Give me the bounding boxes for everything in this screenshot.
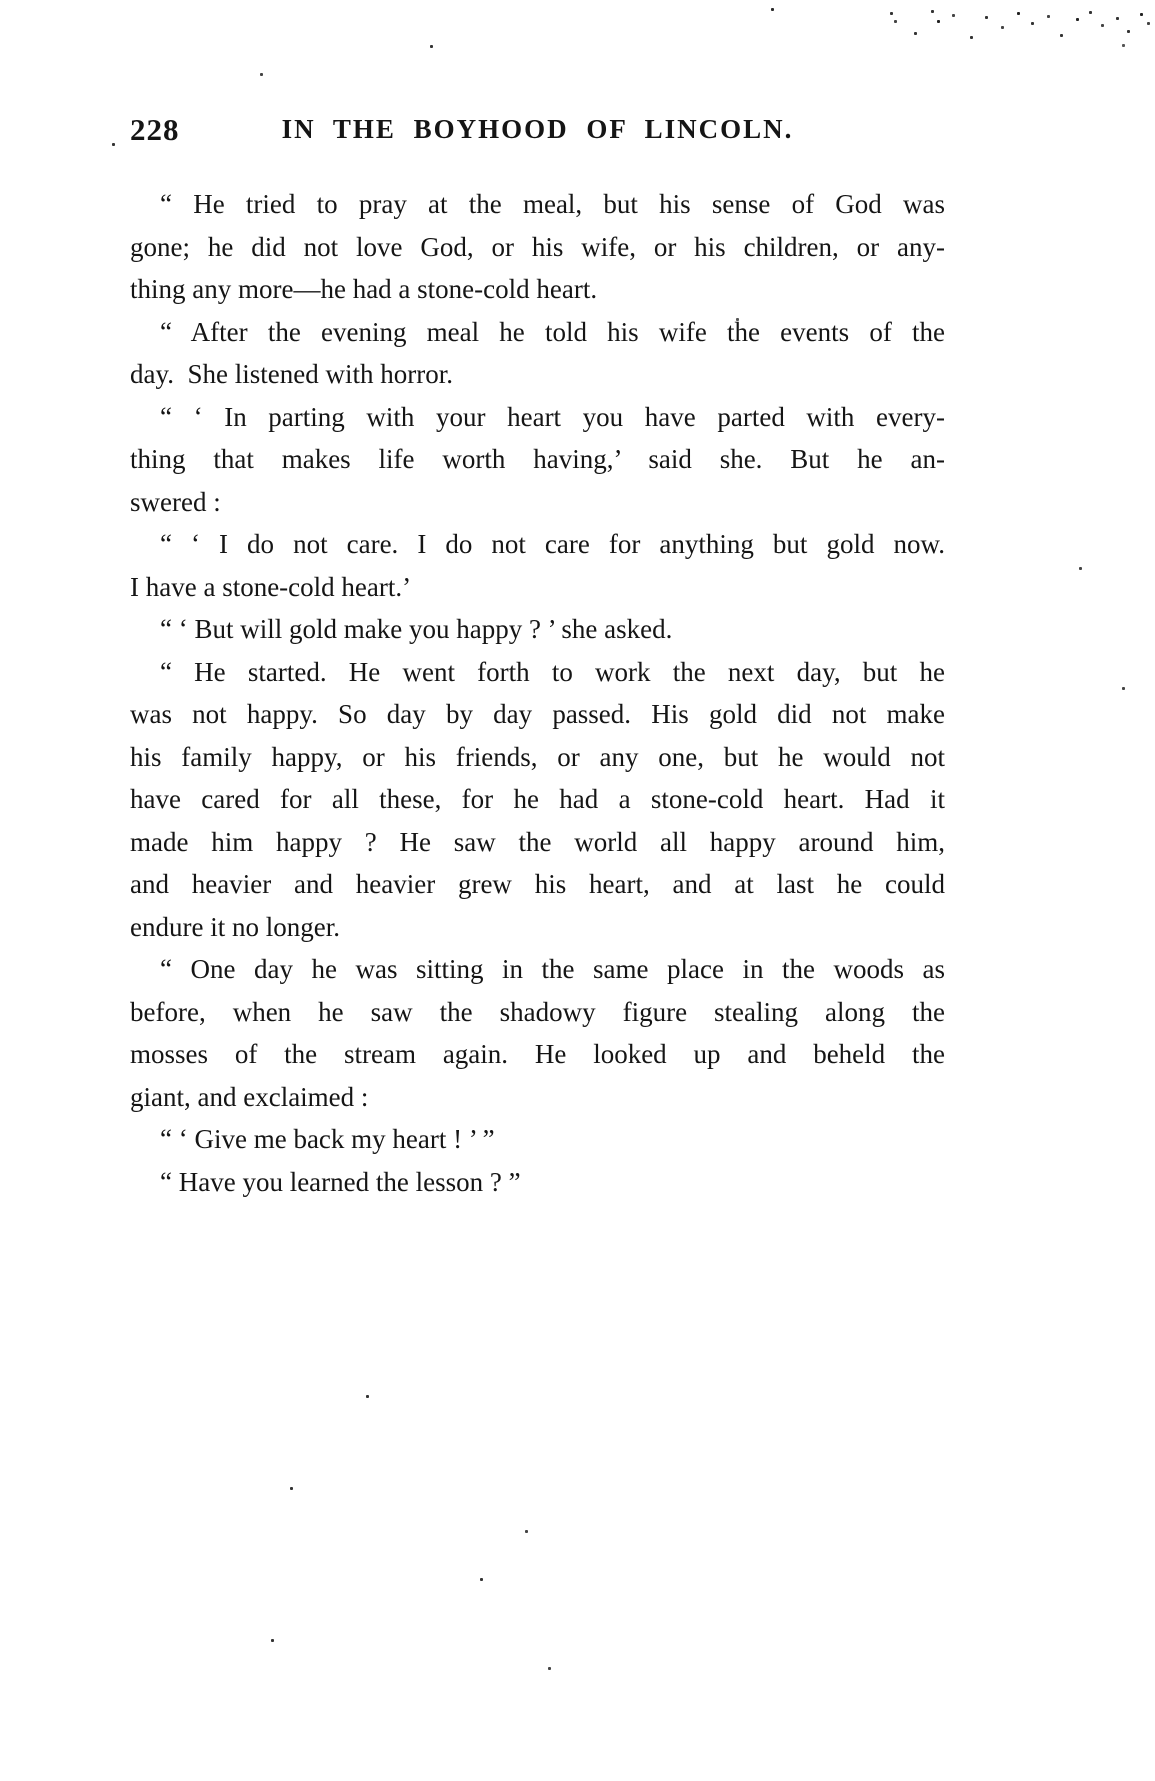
text-line: “ After the evening meal he told his wife the events of the <box>160 316 945 347</box>
text-line: “ ‘ But will gold make you happy ? ’ she asked. <box>160 614 673 644</box>
text-column <box>130 112 945 1203</box>
text-line: “ ‘ Give me back my heart ! ’ ” <box>160 1124 495 1154</box>
text-line: thing that makes life worth having,’ said she. But he an- <box>130 444 945 474</box>
page-header <box>130 112 945 152</box>
text-line: I have a stone-cold heart.’ <box>130 571 412 602</box>
text-line: swered : <box>130 486 221 517</box>
text-line: before, when he saw the shadowy figure stealing along the <box>130 996 945 1027</box>
text-line: was not happy. So day by day passed. His gold did not make <box>130 699 945 729</box>
paragraph <box>130 523 945 608</box>
text-line: “ He tried to pray at the meal, but his sense of God was <box>160 189 945 219</box>
paragraph <box>130 1161 945 1204</box>
paragraph <box>130 948 945 1118</box>
text-line: made him happy ? He saw the world all happy around him, <box>130 826 945 857</box>
text-line: endure it no longer. <box>130 911 340 942</box>
text-line: gone; he did not love God, or his wife, or his children, or any- <box>130 231 945 262</box>
text-line: “ One day he was sitting in the same place in the woods as <box>160 954 945 984</box>
text-line: “ ‘ In parting with your heart you have parted with every- <box>160 401 945 432</box>
text-line: thing any more—he had a stone-cold heart. <box>130 274 598 304</box>
text-line: “ He started. He went forth to work the next day, but he <box>160 656 945 687</box>
text-line: “ ‘ I do not care. I do not care for anything but gold now. <box>160 529 945 559</box>
text-line: mosses of the stream again. He looked up and beheld the <box>130 1039 945 1069</box>
text-line: giant, and exclaimed : <box>130 1081 369 1112</box>
paragraph <box>130 608 945 651</box>
running-title: IN THE BOYHOOD OF LINCOLN. <box>281 114 794 144</box>
paragraph <box>130 651 945 949</box>
text-line: have cared for all these, for he had a stone-cold heart. Had it <box>130 784 945 814</box>
text-line: “ Have you learned the lesson ? ” <box>160 1166 521 1197</box>
page-body <box>130 183 945 1203</box>
text-line: his family happy, or his friends, or any one, but he would not <box>130 741 945 772</box>
scan-noise-speckles <box>771 8 774 11</box>
page-number: 228 <box>130 112 180 147</box>
paragraph <box>130 396 945 524</box>
paragraph <box>130 1118 945 1161</box>
text-line: day. She listened with horror. <box>130 359 453 389</box>
text-line: and heavier and heavier grew his heart, and at last he could <box>130 869 945 899</box>
paragraph <box>130 183 945 311</box>
paragraph <box>130 311 945 396</box>
